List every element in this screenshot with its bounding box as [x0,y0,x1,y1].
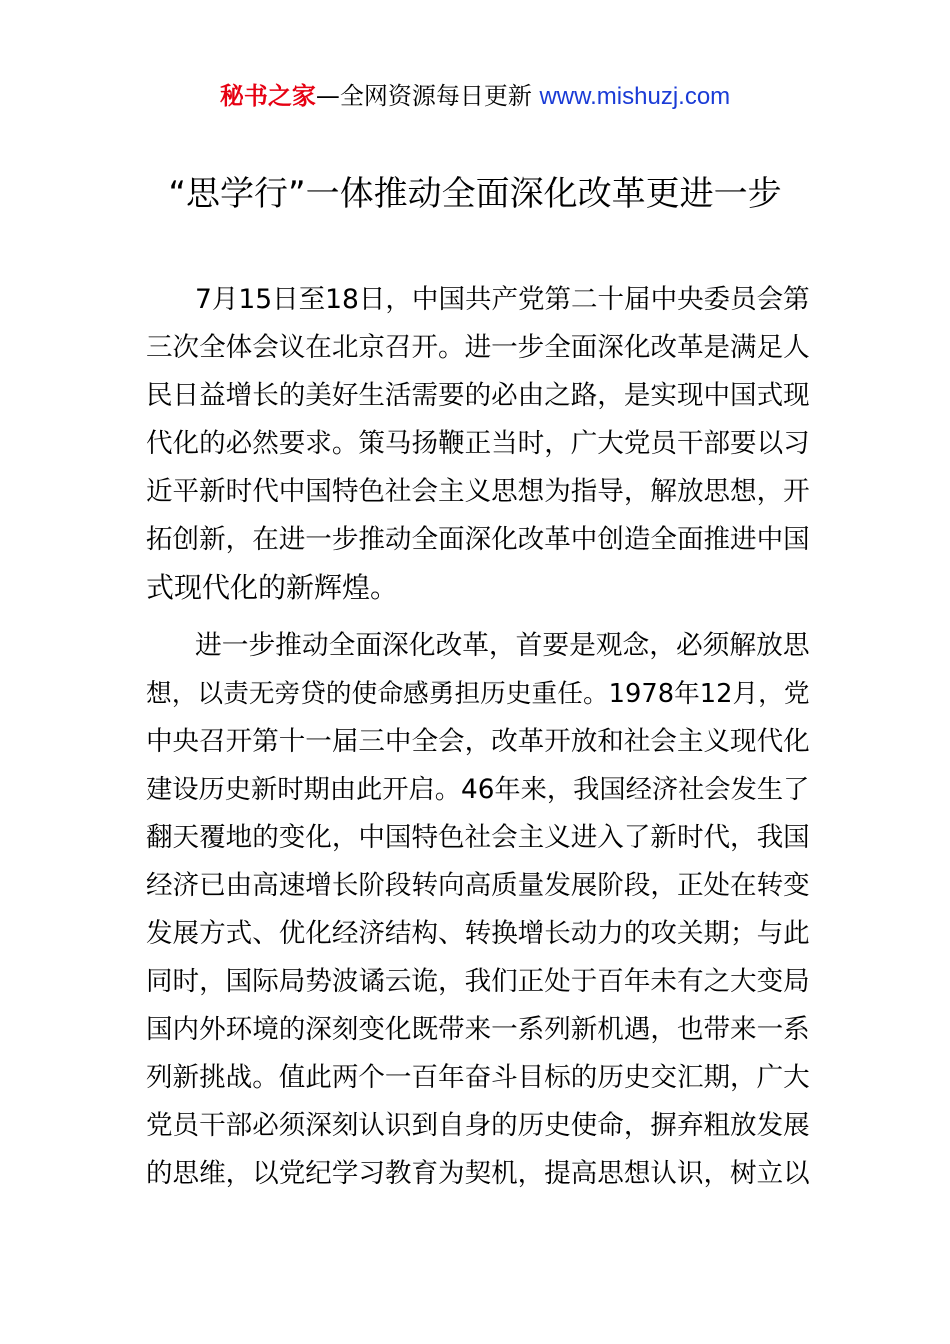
body-line: 三次全体会议在北京召开。进一步全面深化改革是满足人 [146,332,810,363]
body-line: 拓创新，在进一步推动全面深化改革中创造全面推进中国 [146,524,810,555]
body-line: 发展方式、优化经济结构、转换增长动力的攻关期；与此 [146,918,810,949]
body-line: 同时，国际局势波谲云诡，我们正处于百年未有之大变局 [146,966,810,997]
body-line: 列新挑战。值此两个一百年奋斗目标的历史交汇期，广大 [146,1062,810,1093]
body-line: 国内外环境的深刻变化既带来一系列新机遇，也带来一系 [146,1014,810,1045]
body-line: 党员干部必须深刻认识到自身的历史使命，摒弃粗放发展 [146,1110,810,1141]
body-line: 翻天覆地的变化，中国特色社会主义进入了新时代，我国 [146,822,810,853]
body-line: 的思维，以党纪学习教育为契机，提高思想认识，树立以 [146,1158,810,1189]
site-url-link[interactable]: www.mishuzj.com [539,83,731,110]
body-line: 式现代化的新辉煌。 [146,571,399,604]
document-title: “思学行”一体推动全面深化改革更进一步 [168,174,782,214]
body-line: 经济已由高速增长阶段转向高质量发展阶段，正处在转变 [146,870,810,901]
body-line: 中央召开第十一届三中全会，改革开放和社会主义现代化 [146,726,810,757]
body-line: 想，以责无旁贷的使命感勇担历史重任。1978年12月，党 [146,679,810,709]
body-line: 代化的必然要求。策马扬鞭正当时，广大党员干部要以习 [146,428,810,459]
body-line: 民日益增长的美好生活需要的必由之路，是实现中国式现 [146,380,810,411]
body-line: 近平新时代中国特色社会主义思想为指导，解放思想，开 [146,476,810,507]
site-tagline: —全网资源每日更新 [315,82,540,110]
body-line: 建设历史新时期由此开启。46年来，我国经济社会发生了 [146,775,810,805]
body-line: 7月15日至18日，中国共产党第二十届中央委员会第 [195,284,810,315]
body-line: 进一步推动全面深化改革，首要是观念，必须解放思 [195,630,810,661]
site-brand: 秘书之家 [219,82,316,110]
site-header [0,80,950,113]
